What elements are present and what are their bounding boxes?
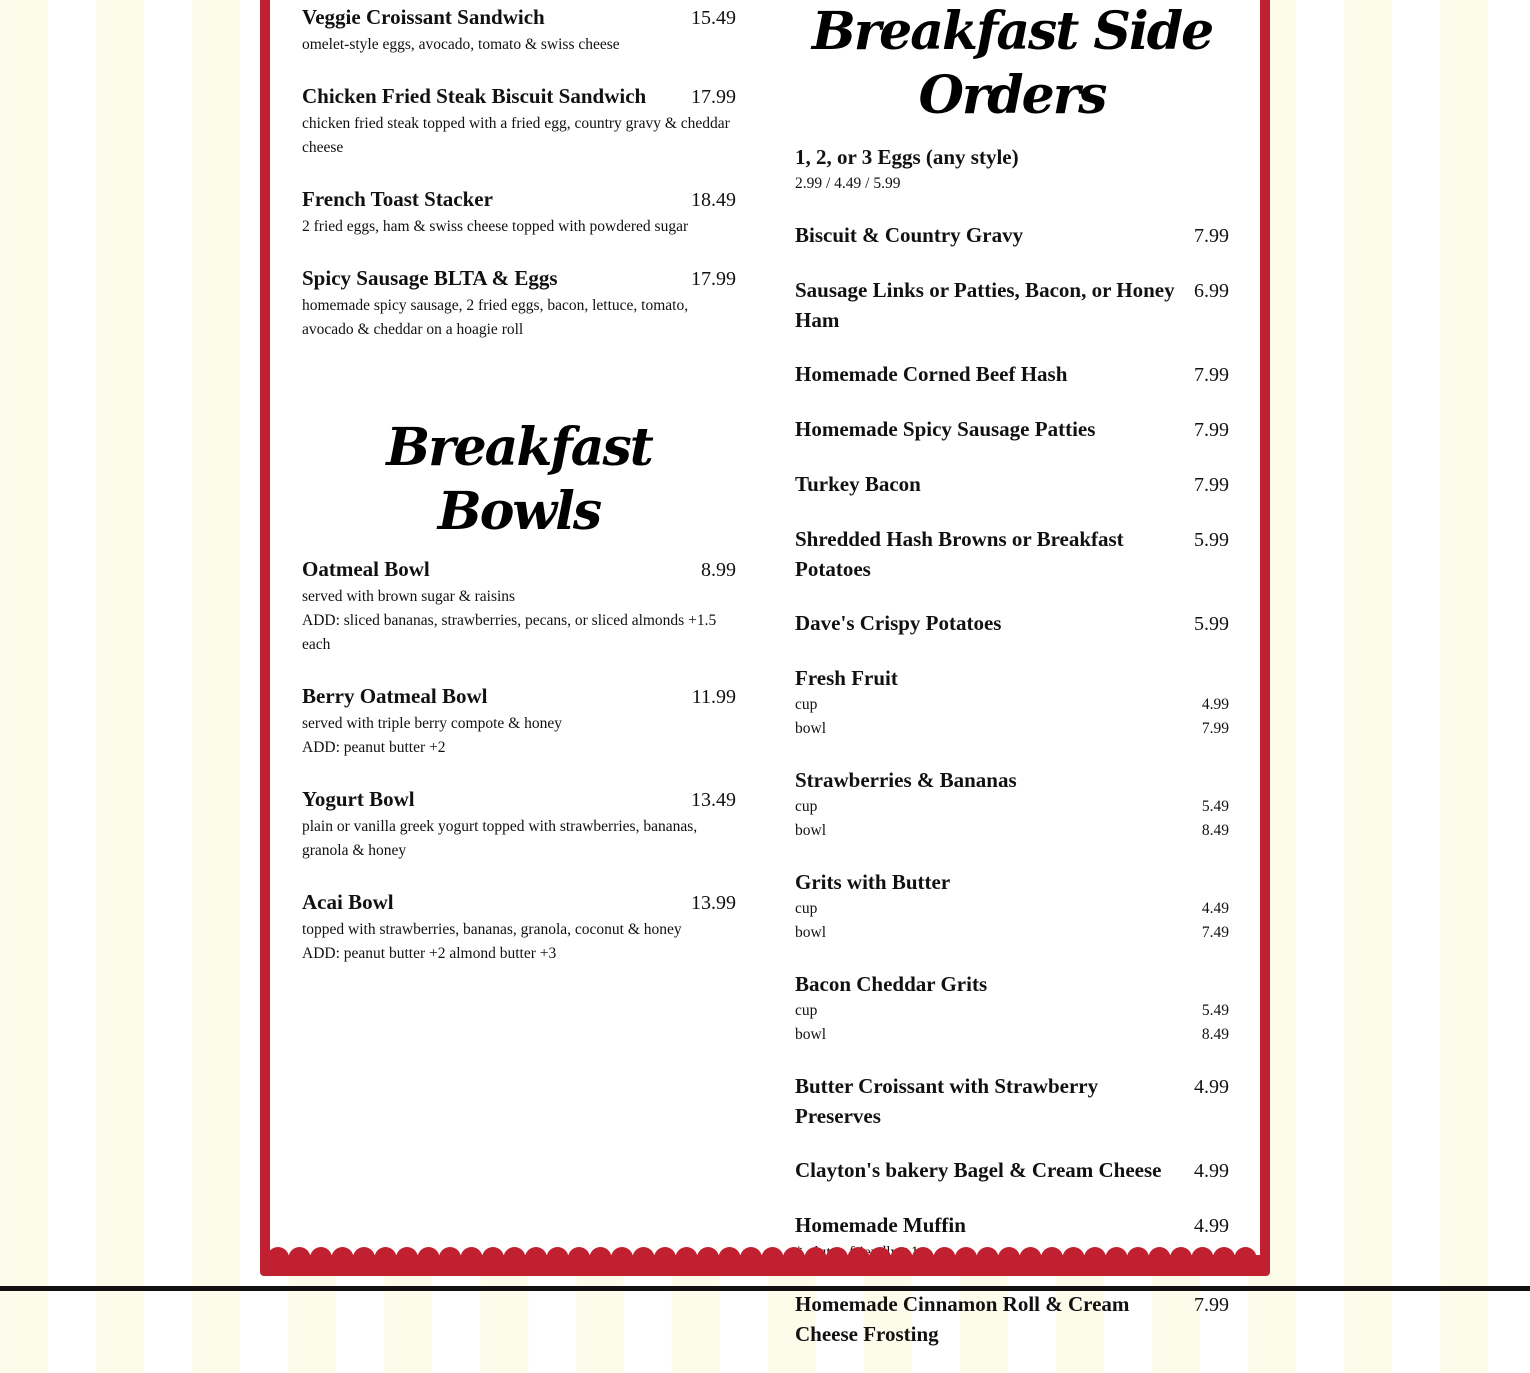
menu-item-row bbox=[302, 887, 736, 918]
menu-card bbox=[260, 0, 1270, 1346]
size-price: 7.99 bbox=[1201, 720, 1229, 737]
size-label: bowl bbox=[795, 1026, 826, 1043]
menu-item-row bbox=[302, 784, 736, 815]
size-label: cup bbox=[795, 900, 818, 917]
menu-item-price: 13.99 bbox=[691, 892, 736, 914]
menu-item-name: Bacon Cheddar Grits bbox=[795, 972, 988, 996]
size-price: 8.49 bbox=[1201, 822, 1229, 839]
size-price: 5.49 bbox=[1201, 798, 1229, 815]
side-order-items bbox=[795, 142, 1229, 1349]
menu-item bbox=[795, 524, 1229, 584]
menu-item-name: Grits with Butter bbox=[795, 870, 951, 894]
menu-item bbox=[302, 784, 736, 863]
menu-item-name: Homemade Muffin bbox=[795, 1213, 966, 1237]
menu-item-description: ADD: peanut butter +2 almond butter +3 bbox=[302, 945, 557, 962]
menu-item bbox=[795, 220, 1229, 251]
menu-item bbox=[795, 1071, 1229, 1131]
menu-item bbox=[302, 2, 736, 57]
size-label: cup bbox=[795, 696, 818, 713]
menu-item-name: Acai Bowl bbox=[302, 890, 394, 914]
menu-item-name: French Toast Stacker bbox=[302, 187, 493, 211]
menu-item-price: 17.99 bbox=[691, 268, 736, 290]
menu-item-name: Berry Oatmeal Bowl bbox=[302, 684, 488, 708]
menu-item-row bbox=[795, 1289, 1229, 1349]
menu-item-price: 7.99 bbox=[1194, 474, 1229, 496]
menu-item-price: 5.99 bbox=[1194, 529, 1229, 551]
menu-item bbox=[795, 275, 1229, 335]
menu-item-row bbox=[795, 275, 1229, 335]
menu-item-name: Oatmeal Bowl bbox=[302, 557, 430, 581]
menu-item bbox=[302, 887, 736, 966]
menu-item bbox=[302, 184, 736, 239]
menu-item-row bbox=[795, 414, 1229, 445]
menu-item-row bbox=[302, 2, 736, 33]
menu-item-row bbox=[795, 220, 1229, 251]
menu-item bbox=[795, 867, 1229, 945]
menu-item-row bbox=[795, 1210, 1229, 1241]
menu-item-row bbox=[795, 1155, 1229, 1186]
menu-item bbox=[795, 969, 1229, 1047]
section-title-breakfast-bowls: Breakfast Bowls bbox=[386, 417, 652, 542]
menu-item-name: Biscuit & Country Gravy bbox=[795, 223, 1024, 247]
size-label: bowl bbox=[795, 720, 826, 737]
menu-item bbox=[795, 414, 1229, 445]
size-price: 4.99 bbox=[1201, 696, 1229, 713]
menu-item-row bbox=[302, 554, 736, 585]
menu-item-price: 4.99 bbox=[1194, 1160, 1229, 1182]
size-option-row bbox=[795, 795, 1229, 819]
size-option-row bbox=[795, 897, 1229, 921]
menu-item-name: Homemade Corned Beef Hash bbox=[795, 362, 1068, 386]
menu-item-row bbox=[795, 359, 1229, 390]
menu-item-name: Sausage Links or Patties, Bacon, or Honey Ham bbox=[795, 278, 1175, 332]
menu-item-description: 2.99 / 4.49 / 5.99 bbox=[795, 175, 901, 192]
menu-item-description: ADD: peanut butter +2 bbox=[302, 739, 446, 756]
menu-item bbox=[795, 663, 1229, 741]
menu-item-description: 2 fried eggs, ham & swiss cheese topped with powdered sugar bbox=[302, 218, 689, 235]
menu-item-price: 13.49 bbox=[691, 789, 736, 811]
menu-item bbox=[795, 142, 1229, 196]
size-label: cup bbox=[795, 1002, 818, 1019]
size-option-row bbox=[795, 819, 1229, 843]
menu-item-price: 6.99 bbox=[1194, 280, 1229, 302]
bowl-items bbox=[302, 554, 736, 966]
menu-item-name: 1, 2, or 3 Eggs (any style) bbox=[795, 145, 1019, 169]
menu-item-row bbox=[795, 1071, 1229, 1131]
menu-item-row bbox=[302, 681, 736, 712]
menu-item bbox=[302, 554, 736, 657]
menu-item-description: served with triple berry compote & honey bbox=[302, 715, 562, 732]
size-price: 7.49 bbox=[1201, 924, 1229, 941]
menu-item-name: Turkey Bacon bbox=[795, 472, 921, 496]
menu-item-description: chicken fried steak topped with a fried egg, country gravy & cheddar cheese bbox=[302, 115, 730, 156]
menu-item-row bbox=[795, 867, 1229, 897]
menu-item-price: 15.49 bbox=[691, 7, 736, 29]
menu-item-name: Homemade Spicy Sausage Patties bbox=[795, 417, 1096, 441]
menu-item-row bbox=[302, 263, 736, 294]
menu-item-row bbox=[302, 81, 736, 112]
menu-item-price: 7.99 bbox=[1194, 225, 1229, 247]
menu-item-name: Homemade Cinnamon Roll & Cream Cheese Frosting bbox=[795, 1292, 1130, 1346]
menu-item-description: served with brown sugar & raisins bbox=[302, 588, 516, 605]
menu-item-name: Strawberries & Bananas bbox=[795, 768, 1017, 792]
menu-item bbox=[302, 681, 736, 760]
menu-item-description: homemade spicy sausage, 2 fried eggs, bacon, lettuce, tomato, avocado & cheddar on a hoagie roll bbox=[302, 297, 689, 338]
menu-item-row bbox=[795, 469, 1229, 500]
size-price: 5.49 bbox=[1201, 1002, 1229, 1019]
size-price: 8.49 bbox=[1201, 1026, 1229, 1043]
left-column bbox=[302, 0, 736, 990]
menu-item bbox=[302, 81, 736, 160]
menu-item-description: topped with strawberries, bananas, granola, coconut & honey bbox=[302, 921, 682, 938]
menu-item bbox=[795, 1155, 1229, 1186]
menu-item-description: gluten bbox=[806, 1244, 846, 1261]
menu-item-name: Butter Croissant with Strawberry Preserves bbox=[795, 1074, 1099, 1128]
menu-item-price: 8.99 bbox=[701, 559, 736, 581]
menu-item bbox=[302, 263, 736, 342]
menu-item-row bbox=[795, 663, 1229, 693]
section-title-side-orders: Breakfast Side Orders bbox=[811, 1, 1213, 126]
menu-item-row bbox=[795, 969, 1229, 999]
menu-card-inner bbox=[270, 0, 1260, 1346]
bottom-bar bbox=[0, 1286, 1530, 1291]
menu-item-name: Yogurt Bowl bbox=[302, 787, 415, 811]
menu-item bbox=[795, 469, 1229, 500]
menu-item-price: 7.99 bbox=[1194, 1294, 1229, 1316]
menu-item-row bbox=[795, 765, 1229, 795]
menu-item bbox=[795, 1289, 1229, 1349]
menu-item-price: 7.99 bbox=[1194, 364, 1229, 386]
size-option-row bbox=[795, 921, 1229, 945]
menu-item-row bbox=[795, 142, 1229, 172]
menu-item-row bbox=[302, 184, 736, 215]
menu-item-description: omelet-style eggs, avocado, tomato & swiss cheese bbox=[302, 36, 620, 53]
size-label: bowl bbox=[795, 822, 826, 839]
menu-item-name: Veggie Croissant Sandwich bbox=[302, 5, 545, 29]
menu-item-row bbox=[795, 608, 1229, 639]
menu-item bbox=[795, 608, 1229, 639]
scalloped-border bbox=[270, 1244, 1260, 1266]
menu-item-row bbox=[795, 524, 1229, 584]
menu-item-price: 4.99 bbox=[1194, 1076, 1229, 1098]
right-column bbox=[795, 0, 1229, 1373]
size-label: bowl bbox=[795, 924, 826, 941]
menu-item-name: Spicy Sausage BLTA & Eggs bbox=[302, 266, 558, 290]
menu-item-price: 4.99 bbox=[1194, 1215, 1229, 1237]
size-option-row bbox=[795, 717, 1229, 741]
size-label: cup bbox=[795, 798, 818, 815]
menu-item-description: ADD: sliced bananas, strawberries, pecans, or sliced almonds +1.5 each bbox=[302, 612, 717, 653]
sandwich-items bbox=[302, 0, 736, 342]
menu-item-price: 11.99 bbox=[691, 686, 736, 708]
size-option-row bbox=[795, 1023, 1229, 1047]
menu-item-price: 5.99 bbox=[1194, 613, 1229, 635]
menu-item-name: Chicken Fried Steak Biscuit Sandwich bbox=[302, 84, 647, 108]
size-price: 4.49 bbox=[1201, 900, 1229, 917]
menu-item bbox=[795, 359, 1229, 390]
menu-item-price: 7.99 bbox=[1194, 419, 1229, 441]
menu-item-price: 18.49 bbox=[691, 189, 736, 211]
menu-item-name: Dave's Crispy Potatoes bbox=[795, 611, 1002, 635]
size-option-row bbox=[795, 693, 1229, 717]
menu-item bbox=[795, 765, 1229, 843]
menu-item-description: plain or vanilla greek yogurt topped with strawberries, bananas, granola & honey bbox=[302, 818, 698, 859]
size-option-row bbox=[795, 999, 1229, 1023]
menu-item-name: Fresh Fruit bbox=[795, 666, 898, 690]
menu-item-name: Shredded Hash Browns or Breakfast Potatoes bbox=[795, 527, 1124, 581]
menu-item-name: Clayton's bakery Bagel & Cream Cheese bbox=[795, 1158, 1162, 1182]
menu-item-price: 17.99 bbox=[691, 86, 736, 108]
